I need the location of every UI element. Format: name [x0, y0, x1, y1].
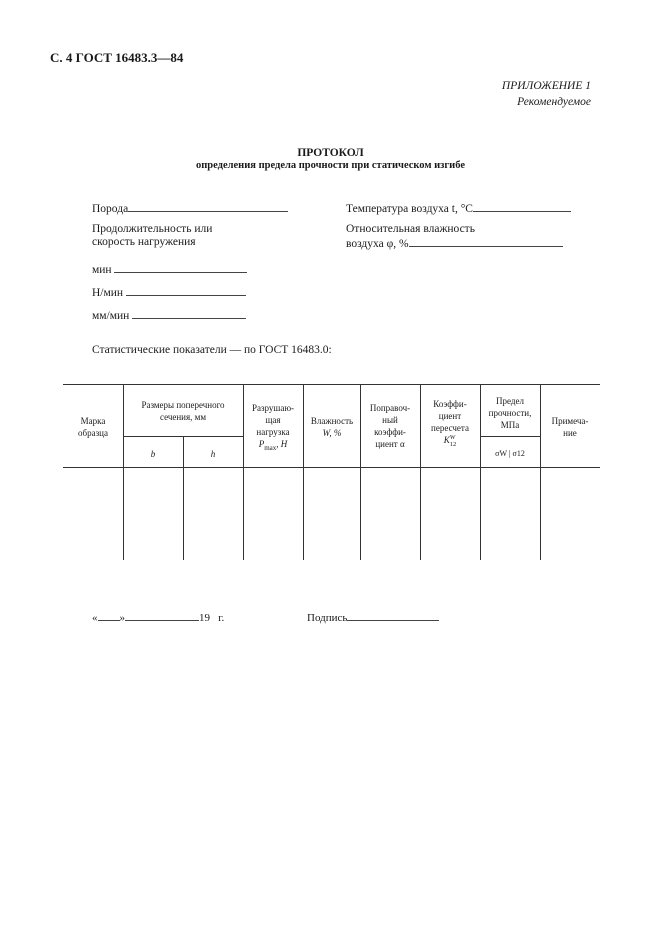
unit-n-min-label: Н/мин [92, 287, 124, 299]
humidity-label-1: Относительная влажность [346, 223, 475, 235]
unit-min-label: мин [92, 264, 112, 276]
unit-min-line[interactable] [114, 262, 247, 273]
air-temp-line[interactable] [473, 201, 571, 212]
col-cross-section: Размеры поперечного сечения, мм [141, 400, 225, 422]
species-line[interactable] [128, 201, 288, 212]
col6-symbol: K [443, 435, 450, 446]
page-header: С. 4 ГОСТ 16483.3—84 [50, 50, 184, 65]
protocol-title: ПРОТОКОЛ [297, 147, 364, 159]
species-label: Порода [92, 203, 129, 215]
signature-field [307, 610, 439, 624]
stats-note: Статистические показатели — по ГОСТ 16483.0: [92, 344, 332, 356]
col-note: Примеча- ние [551, 416, 589, 438]
col3-unit: , Н [276, 439, 288, 449]
col6-superscript: W [449, 434, 456, 441]
date-month-line[interactable] [125, 610, 199, 621]
col-strength-limit: Предел прочности, МПа [488, 396, 532, 430]
unit-mm-min-line[interactable] [132, 308, 246, 319]
col6-subscript: 12 [449, 441, 457, 448]
humidity-line[interactable] [409, 236, 563, 247]
results-table [63, 384, 600, 560]
date-open-quote: « [92, 612, 98, 624]
appendix-label: ПРИЛОЖЕНИЕ 1 [501, 80, 591, 92]
col-correction-coef: Поправоч- ный коэффи- циент α [369, 403, 411, 449]
appendix-block [502, 78, 591, 110]
unit-n-min-line[interactable] [126, 285, 246, 296]
duration-field [92, 223, 212, 249]
humidity-field [346, 223, 563, 251]
unit-mm-min-field [92, 308, 246, 323]
species-field [92, 201, 288, 216]
signature-label: Подпись [307, 612, 348, 624]
air-temp-label: Температура воздуха t, °С [346, 203, 473, 215]
date-field [92, 610, 224, 624]
appendix-status: Рекомендуемое [517, 96, 591, 108]
protocol-subtitle: определения предела прочности при статическом изгибе [196, 160, 465, 171]
col3-subscript: max [264, 443, 277, 452]
air-temp-field [346, 201, 571, 216]
date-day-line[interactable] [98, 610, 120, 621]
unit-n-min-field [92, 285, 246, 300]
duration-label-1: Продолжительность или [92, 223, 213, 235]
col3-symbol: P [258, 439, 265, 449]
humidity-label-2: воздуха φ, % [346, 238, 409, 250]
date-year: 19 [199, 612, 210, 624]
col-moisture: Влажность W, % [310, 416, 354, 438]
col-sample-mark: Марка образца [78, 416, 108, 438]
unit-min-field [92, 262, 247, 277]
col-b: b [150, 449, 156, 459]
col-strength-sub: σW | σ12 [495, 449, 525, 458]
unit-mm-min-label: мм/мин [92, 310, 130, 322]
date-close-quote: » [119, 612, 125, 624]
col-breaking-load: Разрушаю- щая нагрузка $P_{max}$, Н [251, 403, 295, 452]
date-year-suffix: г. [218, 612, 225, 624]
col-conversion-coef: Коэффи- циент пересчета K W 12 [431, 399, 469, 448]
signature-line[interactable] [347, 610, 439, 621]
col-h: h [210, 449, 216, 459]
duration-label-2: скорость нагружения [92, 236, 196, 248]
